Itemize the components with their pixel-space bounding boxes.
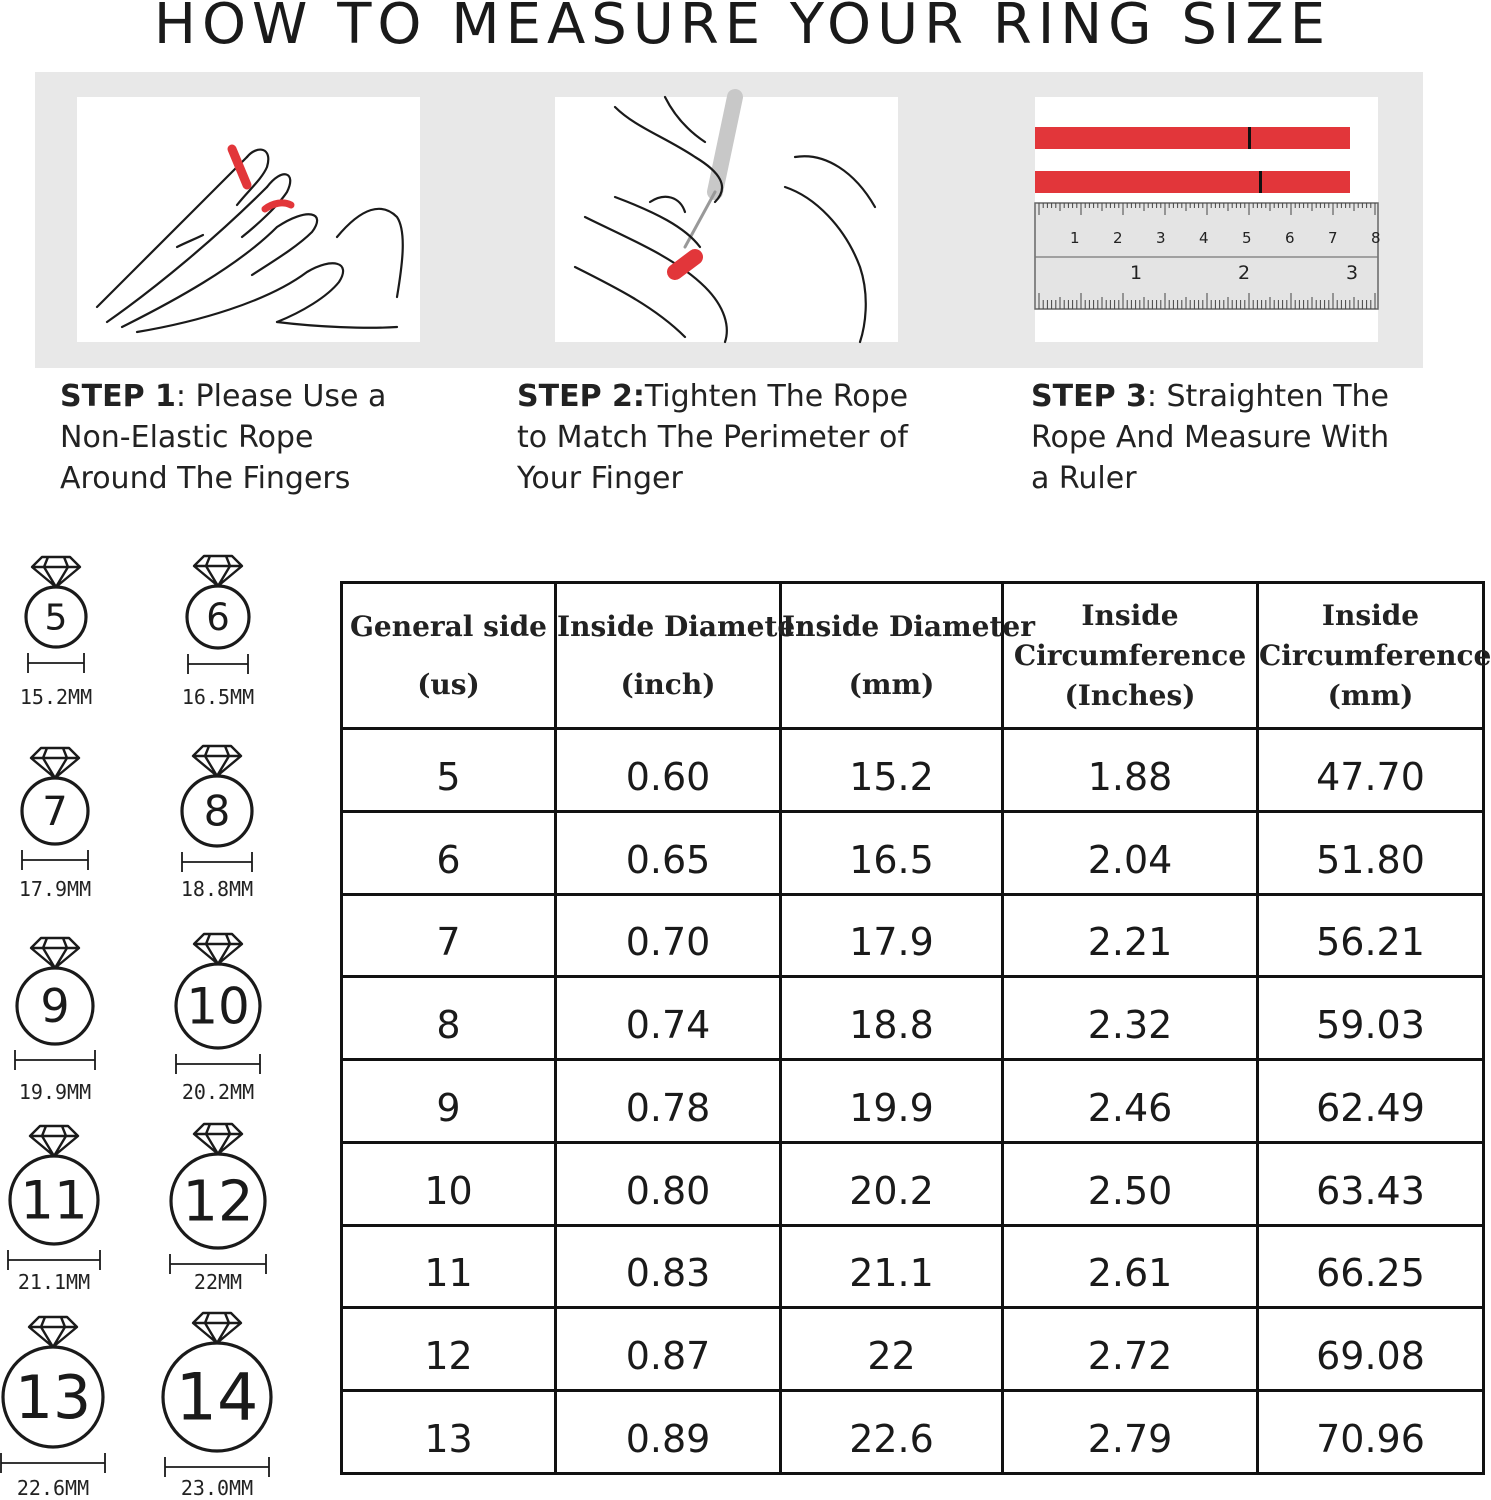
- table-header-row: [342, 583, 1484, 729]
- column-header-line: Inside Diameter: [557, 609, 810, 643]
- measure-bar: [8, 1250, 100, 1270]
- table-cell: 15.2: [781, 729, 1003, 812]
- hand-pen-icon: [555, 97, 898, 342]
- table-row: [342, 1060, 1484, 1143]
- table-cell: 7: [342, 894, 556, 977]
- measure-bar: [165, 1457, 269, 1477]
- table-cell: 63.43: [1258, 1142, 1484, 1225]
- ring-size-9: [0, 926, 135, 1086]
- table-cell: 22: [781, 1308, 1003, 1391]
- ruler-cm-number: 8: [1371, 229, 1381, 247]
- column-header-line: General side: [350, 609, 547, 643]
- step-2-text: [517, 376, 917, 499]
- table-cell: 0.83: [556, 1225, 781, 1308]
- measure-bar: [1, 1453, 105, 1473]
- ring-size-6: [138, 537, 298, 697]
- ruler-icon: [1035, 97, 1381, 342]
- table-cell: 56.21: [1258, 894, 1484, 977]
- ring-diameter-label: 18.8MM: [180, 877, 254, 901]
- ring-size-number: 10: [186, 977, 250, 1036]
- column-header-line: (Inches): [1064, 678, 1196, 712]
- ring-size-14: [137, 1317, 297, 1477]
- ring-icon: [0, 1120, 134, 1280]
- ring-diameter-label: 17.9MM: [18, 877, 92, 901]
- ring-size-7: [0, 731, 135, 891]
- table-cell: 51.80: [1258, 811, 1484, 894]
- ring-diameter-label: 21.1MM: [17, 1270, 91, 1294]
- table-cell: 2.21: [1003, 894, 1258, 977]
- step-description: : Straighten The Rope And Measure With a Ruler: [1031, 379, 1390, 496]
- measure-bar: [22, 850, 88, 870]
- table-cell: 0.80: [556, 1142, 781, 1225]
- ring-size-8: [137, 731, 297, 891]
- diamond-icon: [194, 934, 242, 964]
- measure-bar: [15, 1050, 95, 1070]
- table-cell: 0.74: [556, 977, 781, 1060]
- diamond-icon: [29, 1317, 77, 1347]
- table-cell: 16.5: [781, 811, 1003, 894]
- table-cell: 21.1: [781, 1225, 1003, 1308]
- ring-icon: [138, 537, 298, 697]
- step-heading: STEP 3: [1031, 379, 1147, 414]
- table-row: [342, 1308, 1484, 1391]
- table-cell: 0.60: [556, 729, 781, 812]
- column-header-line: Circumference: [1013, 638, 1247, 672]
- diamond-icon: [30, 1126, 78, 1156]
- table-cell: 12: [342, 1308, 556, 1391]
- diamond-icon: [31, 748, 79, 778]
- measure-bar: [182, 852, 252, 872]
- step-2-illustration: [555, 97, 898, 342]
- column-header-line: Inside: [1321, 598, 1420, 632]
- ring-diameter-label: 19.9MM: [18, 1080, 92, 1104]
- column-header-line: Inside Diameter: [782, 609, 1035, 643]
- table-cell: 70.96: [1258, 1391, 1484, 1474]
- step-1-text: [60, 376, 420, 499]
- column-header: [556, 583, 810, 729]
- step-1-illustration: [77, 97, 420, 342]
- ruler-cm-number: 6: [1285, 229, 1295, 247]
- ruler-inch-number: 2: [1238, 262, 1251, 284]
- ring-size-5: [0, 537, 136, 697]
- diamond-icon: [193, 1313, 241, 1343]
- ring-icon: [137, 731, 297, 891]
- table-cell: 47.70: [1258, 729, 1484, 812]
- table-cell: 0.70: [556, 894, 781, 977]
- diamond-icon: [193, 746, 241, 776]
- table-cell: 62.49: [1258, 1060, 1484, 1143]
- table-row: [342, 1142, 1484, 1225]
- ring-size-12: [138, 1121, 298, 1281]
- table-cell: 10: [342, 1142, 556, 1225]
- table-cell: 11: [342, 1225, 556, 1308]
- diamond-icon: [32, 557, 80, 587]
- table-cell: 5: [342, 729, 556, 812]
- ring-diameter-label: 15.2MM: [19, 685, 93, 709]
- ring-size-number: 9: [40, 978, 70, 1033]
- page-title: HOW TO MEASURE YOUR RING SIZE: [153, 0, 1332, 57]
- column-header-line: Inside: [1081, 598, 1179, 632]
- ring-icon: [0, 926, 135, 1086]
- table-cell: 1.88: [1003, 729, 1258, 812]
- table-row: [342, 811, 1484, 894]
- table-cell: 8: [342, 977, 556, 1060]
- ring-diameter-label: 22MM: [193, 1270, 243, 1294]
- table-cell: 0.89: [556, 1391, 781, 1474]
- ring-size-11: [0, 1120, 134, 1280]
- table-cell: 66.25: [1258, 1225, 1484, 1308]
- table-row: [342, 977, 1484, 1060]
- table-cell: 2.04: [1003, 811, 1258, 894]
- table-cell: 18.8: [781, 977, 1003, 1060]
- ring-size-number: 5: [44, 597, 68, 639]
- step-3-text: [1031, 376, 1411, 499]
- measure-bar: [176, 1054, 260, 1074]
- ring-size-number: 11: [20, 1170, 88, 1232]
- table-cell: 22.6: [781, 1391, 1003, 1474]
- column-header-line: Circumference: [1259, 638, 1491, 672]
- ring-diameter-label: 22.6MM: [16, 1476, 90, 1500]
- table-cell: 13: [342, 1391, 556, 1474]
- table-row: [342, 894, 1484, 977]
- table-cell: 2.61: [1003, 1225, 1258, 1308]
- table-cell: 20.2: [781, 1142, 1003, 1225]
- column-header-line: (mm): [1327, 678, 1414, 712]
- table-cell: 69.08: [1258, 1308, 1484, 1391]
- step-description: Tighten The Rope to Match The Perimeter of Your Finger: [517, 379, 909, 496]
- ring-size-number: 13: [14, 1363, 92, 1433]
- diamond-icon: [194, 1124, 242, 1154]
- ring-size-10: [138, 926, 298, 1086]
- ring-diameter-label: 16.5MM: [181, 685, 255, 709]
- column-header: [781, 583, 1035, 729]
- step-3-illustration: [1035, 97, 1381, 342]
- table-cell: 9: [342, 1060, 556, 1143]
- ring-size-13: [0, 1317, 133, 1477]
- table-cell: 2.79: [1003, 1391, 1258, 1474]
- ruler-cm-number: 2: [1113, 229, 1123, 247]
- ring-size-number: 8: [203, 786, 231, 836]
- ruler-cm-number: 5: [1242, 229, 1252, 247]
- hand-rope-icon: [77, 97, 420, 342]
- column-header: [1003, 583, 1258, 729]
- ring-size-number: 12: [182, 1169, 254, 1235]
- table-cell: 2.72: [1003, 1308, 1258, 1391]
- ring-diameter-label: 20.2MM: [181, 1080, 255, 1104]
- table-cell: 2.46: [1003, 1060, 1258, 1143]
- table-cell: 19.9: [781, 1060, 1003, 1143]
- table-cell: 2.50: [1003, 1142, 1258, 1225]
- diamond-icon: [194, 556, 242, 586]
- ring-icon: [137, 1317, 297, 1477]
- ring-size-number: 6: [206, 596, 230, 640]
- measure-bar: [188, 654, 248, 674]
- ruler-cm-number: 4: [1199, 229, 1209, 247]
- ruler-inch-number: 3: [1346, 262, 1359, 284]
- ring-size-table: [340, 581, 1491, 1475]
- ring-diameter-label: 23.0MM: [180, 1476, 254, 1500]
- table-row: [342, 729, 1484, 812]
- column-header-line: (us): [417, 667, 480, 701]
- ruler-cm-number: 1: [1070, 229, 1080, 247]
- column-header-line: (mm): [848, 667, 935, 701]
- table-cell: 2.32: [1003, 977, 1258, 1060]
- table-cell: 0.87: [556, 1308, 781, 1391]
- table-row: [342, 1391, 1484, 1474]
- table-cell: 17.9: [781, 894, 1003, 977]
- table-cell: 0.65: [556, 811, 781, 894]
- ring-icon: [0, 1317, 133, 1477]
- column-header: [342, 583, 556, 729]
- ruler-cm-number: 3: [1156, 229, 1166, 247]
- column-header-line: (inch): [620, 667, 716, 701]
- measure-bar: [28, 653, 84, 673]
- table-cell: 0.78: [556, 1060, 781, 1143]
- table-row: [342, 1225, 1484, 1308]
- ring-icon: [138, 1121, 298, 1281]
- step-description: : Please Use a Non-Elastic Rope Around The Fingers: [60, 379, 387, 496]
- ring-icon: [0, 537, 136, 697]
- ring-size-number: 7: [42, 788, 68, 835]
- diamond-icon: [31, 938, 79, 968]
- column-header: [1258, 583, 1491, 729]
- table-cell: 59.03: [1258, 977, 1484, 1060]
- ring-icon: [138, 926, 298, 1086]
- ruler-inch-number: 1: [1130, 262, 1143, 284]
- ring-icon: [0, 731, 135, 891]
- step-heading: STEP 1: [60, 379, 176, 414]
- ring-size-number: 14: [175, 1360, 259, 1436]
- table-cell: 6: [342, 811, 556, 894]
- ruler-cm-number: 7: [1328, 229, 1338, 247]
- step-heading: STEP 2:: [517, 379, 645, 414]
